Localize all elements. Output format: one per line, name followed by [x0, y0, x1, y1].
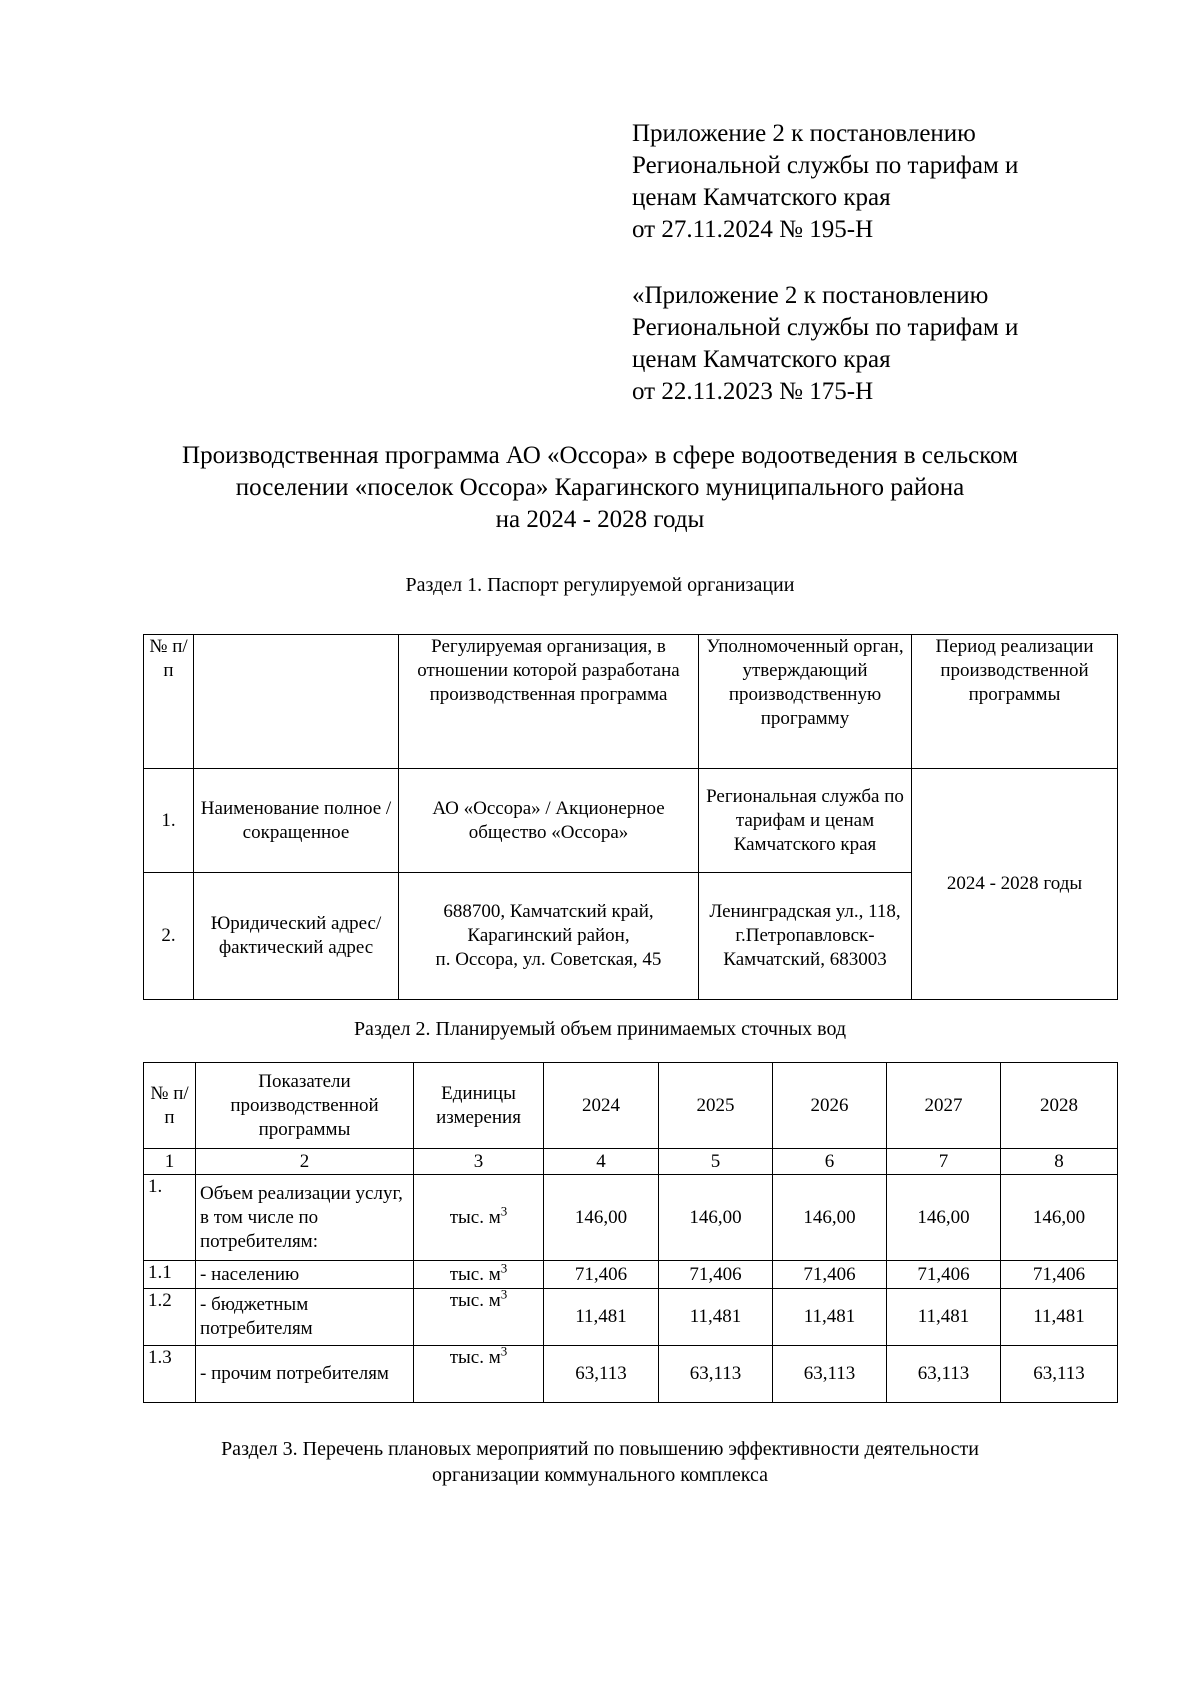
header-year-2026: 2026 — [773, 1063, 887, 1149]
appendix-line: «Приложение 2 к постановлению — [632, 282, 989, 309]
table-row — [144, 1346, 1118, 1403]
value-2028: 63,113 — [1001, 1346, 1118, 1403]
header-unit: Единицы измерения — [414, 1063, 544, 1149]
column-number: 6 — [773, 1149, 887, 1175]
header-org: Регулируемая организация, в отношении которой разработана производственная программа — [399, 635, 699, 769]
header-year-2027: 2027 — [887, 1063, 1001, 1149]
header-num: № п/п — [144, 635, 194, 769]
column-number: 3 — [414, 1149, 544, 1175]
row-indicator: Объем реализации услуг, в том числе по потребителям: — [196, 1175, 414, 1261]
row-indicator: - прочим потребителям — [196, 1346, 414, 1403]
org-name: АО «Оссора» / Акционерное общество «Оссора» — [399, 769, 699, 873]
value-2027: 63,113 — [887, 1346, 1001, 1403]
column-number: 1 — [144, 1149, 196, 1175]
header-indicator: Показатели производственной программы — [196, 1063, 414, 1149]
section2-heading: Раздел 2. Планируемый объем принимаемых сточных вод — [353, 1018, 847, 1040]
value-2024: 71,406 — [544, 1261, 659, 1289]
value-2026: 71,406 — [773, 1261, 887, 1289]
row-indicator: - населению — [196, 1261, 414, 1289]
unit-text: тыс. м — [449, 1206, 501, 1228]
wastewater-volume-table — [143, 1062, 1118, 1403]
organization-passport-table — [143, 634, 1118, 1000]
title-line: Производственная программа АО «Оссора» в сфере водоотведения в сельском — [182, 442, 1018, 469]
program-period: 2024 - 2028 годы — [912, 769, 1118, 1000]
row-unit — [414, 1175, 544, 1261]
value-2025: 146,00 — [659, 1175, 773, 1261]
table-row — [144, 1175, 1118, 1261]
header-year-2025: 2025 — [659, 1063, 773, 1149]
value-2028: 71,406 — [1001, 1261, 1118, 1289]
appendix-current-reference — [632, 118, 1018, 246]
appendix-line: Приложение 2 к постановлению — [632, 120, 976, 147]
value-2027: 146,00 — [887, 1175, 1001, 1261]
section1-heading: Раздел 1. Паспорт регулируемой организации — [405, 574, 795, 596]
row-num: 1.1 — [144, 1261, 196, 1289]
value-2026: 146,00 — [773, 1175, 887, 1261]
column-number: 5 — [659, 1149, 773, 1175]
value-2025: 71,406 — [659, 1261, 773, 1289]
unit-text: тыс. м — [449, 1347, 501, 1368]
header-blank — [194, 635, 399, 769]
row-label: Наименование полное / сокращенное — [194, 769, 399, 873]
table-header-row — [144, 635, 1118, 769]
row-num: 1. — [144, 1175, 196, 1261]
column-number: 2 — [196, 1149, 414, 1175]
appendix-line: от 27.11.2024 № 195-Н — [632, 216, 874, 243]
value-2024: 146,00 — [544, 1175, 659, 1261]
table-row — [144, 1289, 1118, 1346]
value-2026: 63,113 — [773, 1346, 887, 1403]
column-number: 8 — [1001, 1149, 1118, 1175]
header-year-2024: 2024 — [544, 1063, 659, 1149]
appendix-line: Региональной службы по тарифам и — [632, 314, 1019, 341]
row-num: 1.2 — [144, 1289, 196, 1346]
section3-line: организации коммунального комплекса — [431, 1464, 769, 1486]
unit-text: тыс. м — [449, 1290, 501, 1311]
appendix-line: ценам Камчатского края — [632, 346, 891, 373]
row-num: 1. — [144, 769, 194, 873]
title-line: на 2024 - 2028 годы — [495, 506, 705, 533]
authority-name: Региональная служба по тарифам и ценам Камчатского края — [699, 769, 912, 873]
row-unit — [414, 1343, 544, 1403]
row-unit — [414, 1286, 544, 1346]
value-2027: 71,406 — [887, 1261, 1001, 1289]
header-authority: Уполномоченный орган, утверждающий производственную программу — [699, 635, 912, 769]
value-2026: 11,481 — [773, 1289, 887, 1346]
header-year-2028: 2028 — [1001, 1063, 1118, 1149]
title-line: поселении «поселок Оссора» Карагинского муниципального района — [235, 474, 965, 501]
address-line: 688700, Камчатский край, — [443, 901, 654, 922]
value-2028: 146,00 — [1001, 1175, 1118, 1261]
table-header-row — [144, 1063, 1118, 1149]
value-2025: 63,113 — [659, 1346, 773, 1403]
appendix-line: ценам Камчатского края — [632, 184, 891, 211]
header-num: № п/п — [144, 1063, 196, 1149]
address-line: п. Оссора, ул. Советская, 45 — [435, 949, 662, 970]
value-2027: 11,481 — [887, 1289, 1001, 1346]
column-number: 7 — [887, 1149, 1001, 1175]
column-number: 4 — [544, 1149, 659, 1175]
value-2025: 11,481 — [659, 1289, 773, 1346]
row-unit — [414, 1261, 544, 1289]
section3-heading — [0, 1436, 1200, 1488]
row-label: Юридический адрес/фактический адрес — [194, 873, 399, 1000]
unit-superscript: 3 — [500, 1286, 508, 1302]
org-address — [399, 873, 699, 1000]
unit-superscript: 3 — [500, 1203, 508, 1219]
row-indicator: - бюджетным потребителям — [196, 1289, 414, 1346]
authority-address: Ленинградская ул., 118, г.Петропавловск-Камчатский, 683003 — [699, 873, 912, 1000]
section3-line: Раздел 3. Перечень плановых мероприятий по повышению эффективности деятельности — [221, 1438, 979, 1460]
value-2028: 11,481 — [1001, 1289, 1118, 1346]
appendix-line: от 22.11.2023 № 175-Н — [632, 378, 874, 405]
unit-superscript: 3 — [500, 1343, 508, 1359]
row-num: 2. — [144, 873, 194, 1000]
appendix-line: Региональной службы по тарифам и — [632, 152, 1019, 179]
column-number-row — [144, 1149, 1118, 1175]
table-row — [144, 1261, 1118, 1289]
value-2024: 63,113 — [544, 1346, 659, 1403]
unit-text: тыс. м — [449, 1263, 501, 1285]
row-num: 1.3 — [144, 1346, 196, 1403]
header-period: Период реализации производственной программы — [912, 635, 1118, 769]
document-title — [100, 440, 1100, 536]
unit-superscript: 3 — [500, 1260, 508, 1276]
appendix-previous-reference — [632, 280, 1018, 408]
value-2024: 11,481 — [544, 1289, 659, 1346]
address-line: Карагинский район, — [467, 925, 630, 946]
table-row — [144, 769, 1118, 873]
